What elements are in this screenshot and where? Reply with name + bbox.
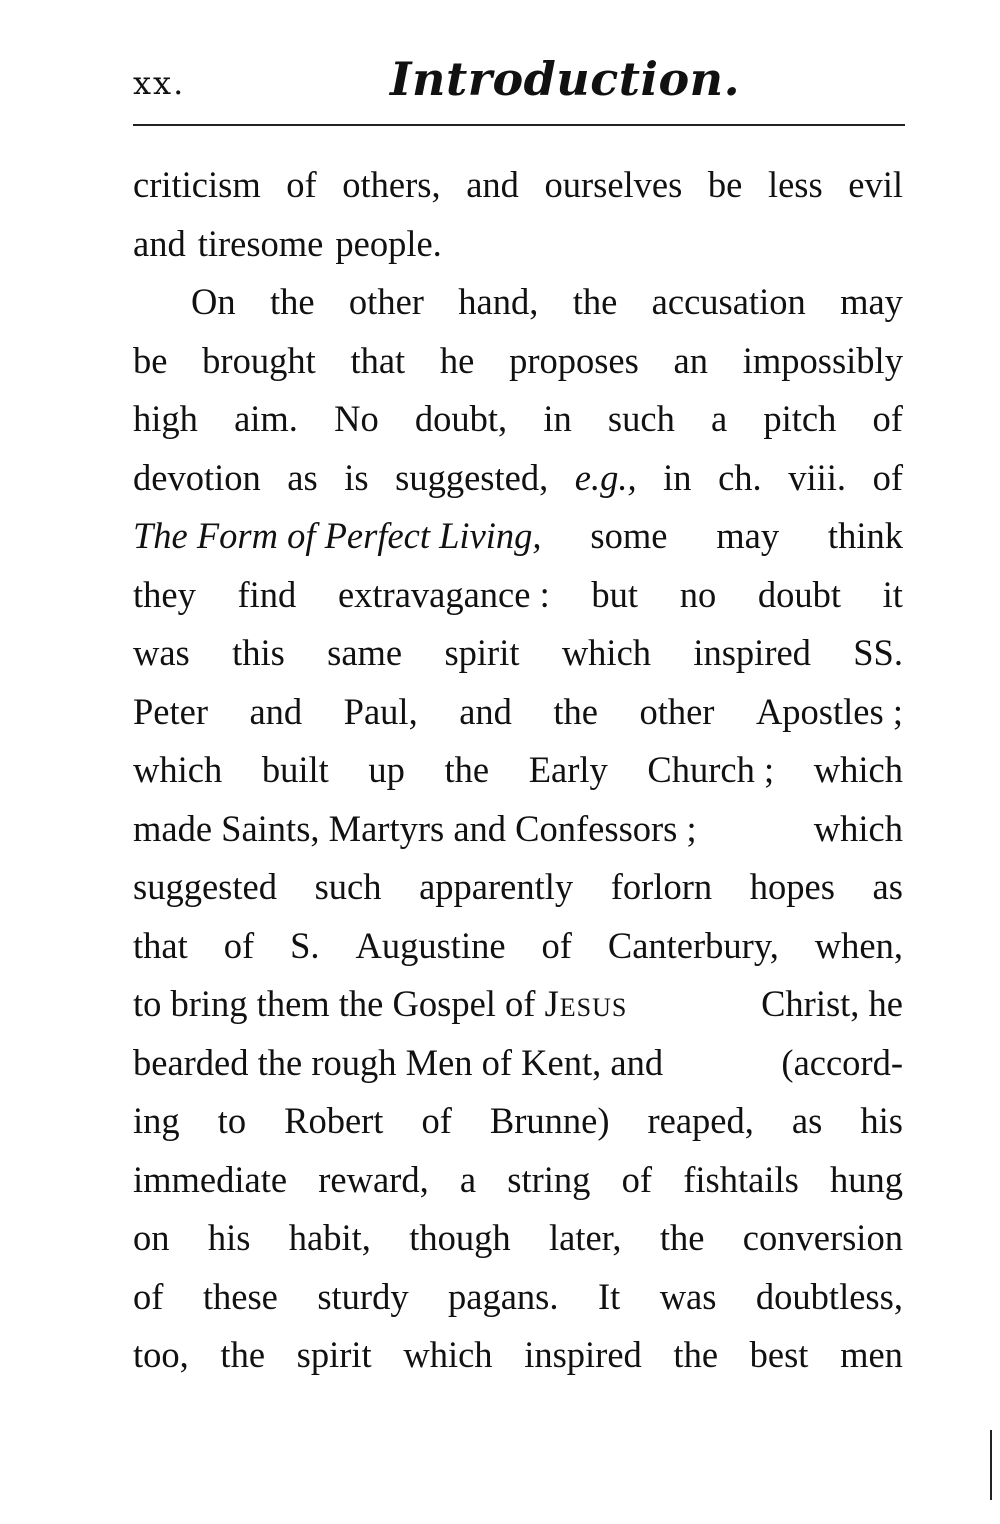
text-line: which built up the Early Church ; which	[133, 749, 903, 790]
text-line: devotion as is suggested, e.g., in ch. viii. of	[133, 456, 903, 498]
header-rule	[133, 124, 905, 126]
scan-edge-mark	[990, 1430, 992, 1500]
text-line: high aim. No doubt, in such a pitch of	[133, 398, 903, 439]
text-line: to bring them the Gospel of Jesus Christ, he	[133, 983, 903, 1024]
running-header	[0, 52, 1000, 112]
text-line: criticism of others, and ourselves be less evil	[133, 164, 903, 205]
text-line: Peter and Paul, and the other Apostles ;	[133, 690, 903, 732]
running-title: Introduction.	[390, 52, 741, 106]
text-line: suggested such apparently forlorn hopes as	[133, 866, 903, 907]
text-line: and tiresome people.	[133, 222, 442, 264]
text-line: made Saints, Martyrs and Confessors ; which	[133, 807, 903, 849]
text-line: that of S. Augustine of Canterbury, when,	[133, 924, 903, 966]
body-text	[133, 156, 903, 1385]
text-line: too, the spirit which inspired the best men	[133, 1334, 903, 1375]
text-line: of these sturdy pagans. It was doubtless,	[133, 1275, 903, 1317]
text-line: On the other hand, the accusation may	[191, 281, 903, 322]
page-number: xx.	[133, 64, 186, 102]
text-line: be brought that he proposes an impossibly	[133, 339, 903, 381]
text-line: The Form of Perfect Living, some may think	[133, 507, 903, 566]
text-line: immediate reward, a string of fishtails hung	[133, 1158, 903, 1200]
text-line: ing to Robert of Brunne) reaped, as his	[133, 1100, 903, 1141]
text-line: bearded the rough Men of Kent, and (accord-	[133, 1041, 903, 1083]
text-line: they find extravagance : but no doubt it	[133, 573, 903, 615]
book-title: The Form of Perfect Living,	[133, 515, 542, 556]
text-line: on his habit, though later, the conversion	[133, 1217, 903, 1258]
jesus-small-caps: Jesus	[544, 983, 628, 1024]
text-line: was this same spirit which inspired SS.	[133, 632, 903, 673]
